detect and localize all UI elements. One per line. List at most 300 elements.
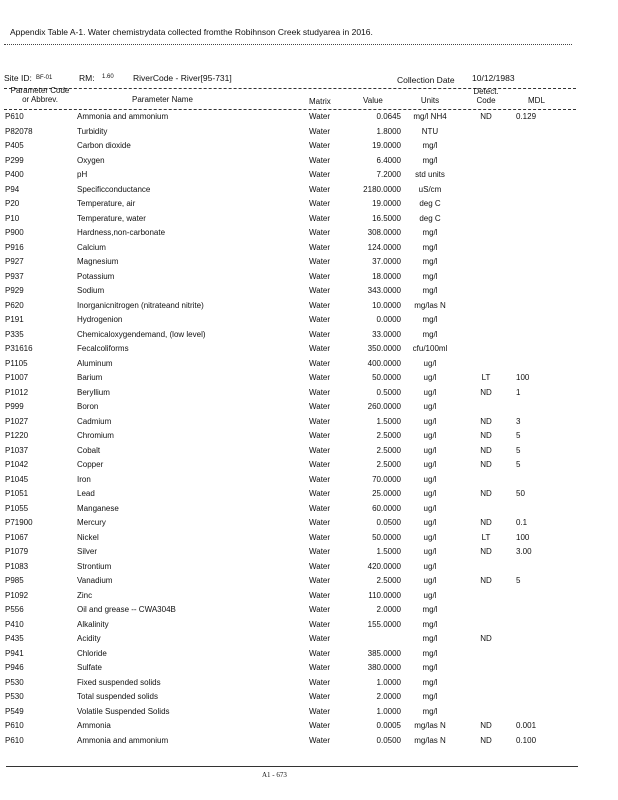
param-name-cell: Calcium xyxy=(77,242,106,252)
units-cell: ug/l xyxy=(423,431,437,440)
param-code-cell: P985 xyxy=(5,576,24,585)
matrix-cell: Water xyxy=(309,474,331,484)
param-name-cell: Chemicaloxygendemand, (low level) xyxy=(77,329,206,339)
value-cell: 400.0000 xyxy=(367,358,401,368)
param-name-cell: Inorganicnitrogen (nitrateand nitrite) xyxy=(77,300,204,310)
param-name-cell: Silver xyxy=(77,547,98,556)
title-divider xyxy=(4,44,572,45)
detect-code-cell: ND xyxy=(480,431,492,440)
param-code-cell: P1045 xyxy=(5,474,29,484)
matrix-cell: Water xyxy=(309,170,331,179)
units-cell: deg C xyxy=(419,199,441,208)
collection-date-label: Collection Date xyxy=(397,75,455,85)
mdl-cell: 5 xyxy=(516,576,521,585)
table-row xyxy=(0,284,618,299)
param-code-cell: P1051 xyxy=(5,489,29,498)
table-row xyxy=(0,415,618,430)
value-cell: 19.0000 xyxy=(372,199,401,208)
header-detect-line2: Code xyxy=(476,96,496,105)
param-code-cell: P999 xyxy=(5,402,24,411)
units-cell: mg/l xyxy=(422,706,438,716)
matrix-cell: Water xyxy=(309,286,331,295)
param-name-cell: Fecalcoliforms xyxy=(77,344,129,353)
table-row xyxy=(0,705,618,720)
detect-code-cell: ND xyxy=(480,112,492,121)
units-cell: mg/las N xyxy=(414,735,446,745)
value-cell: 343.0000 xyxy=(367,286,401,295)
detect-code-cell: ND xyxy=(480,634,492,643)
header-value: Value xyxy=(363,96,383,105)
units-cell: ug/l xyxy=(423,532,437,542)
param-name-cell: Ammonia and ammonium xyxy=(77,112,169,121)
param-name-cell: Vanadium xyxy=(77,576,113,585)
table-row xyxy=(0,661,618,676)
param-name-cell: Specificconductance xyxy=(77,184,151,194)
units-cell: mg/l xyxy=(422,228,438,237)
param-code-cell: P530 xyxy=(5,677,24,687)
header-detect-code xyxy=(472,87,500,105)
matrix-cell: Water xyxy=(309,228,331,237)
table-row xyxy=(0,342,618,357)
detect-code-cell: ND xyxy=(480,460,492,469)
units-cell: ug/l xyxy=(423,474,437,484)
units-cell: mg/las N xyxy=(414,721,446,730)
units-cell: ug/l xyxy=(423,460,437,469)
param-code-cell: P941 xyxy=(5,648,24,658)
matrix-cell: Water xyxy=(309,329,331,339)
table-row xyxy=(0,603,618,618)
rm-value: 1.60 xyxy=(102,74,114,80)
value-cell: 1.0000 xyxy=(376,706,401,716)
table-row xyxy=(0,197,618,212)
header-mdl: MDL xyxy=(528,96,545,105)
table-row xyxy=(0,589,618,604)
matrix-cell: Water xyxy=(309,184,331,194)
rm-label: RM: xyxy=(79,73,95,83)
detect-code-cell: ND xyxy=(480,721,492,730)
matrix-cell: Water xyxy=(309,532,331,542)
value-cell: 380.0000 xyxy=(367,663,401,672)
value-cell: 2.0000 xyxy=(376,692,401,701)
matrix-cell: Water xyxy=(309,373,331,382)
matrix-cell: Water xyxy=(309,126,331,136)
param-code-cell: P1083 xyxy=(5,561,29,571)
param-code-cell: P1220 xyxy=(5,431,29,440)
matrix-cell: Water xyxy=(309,547,331,556)
matrix-cell: Water xyxy=(309,619,331,629)
units-cell: mg/l xyxy=(422,634,438,643)
param-code-cell: P1105 xyxy=(5,358,28,368)
param-name-cell: Boron xyxy=(77,402,99,411)
param-code-cell: P937 xyxy=(5,271,24,281)
matrix-cell: Water xyxy=(309,634,331,643)
param-code-cell: P20 xyxy=(5,199,20,208)
table-row xyxy=(0,139,618,154)
detect-code-cell: ND xyxy=(480,576,492,585)
matrix-cell: Water xyxy=(309,561,331,571)
table-row xyxy=(0,168,618,183)
matrix-cell: Water xyxy=(309,257,331,266)
param-name-cell: Fixed suspended solids xyxy=(77,677,161,687)
value-cell: 16.5000 xyxy=(372,213,401,223)
mdl-cell: 5 xyxy=(516,445,521,455)
matrix-cell: Water xyxy=(309,706,331,716)
value-cell: 2180.0000 xyxy=(363,184,401,194)
value-cell: 18.0000 xyxy=(372,271,401,281)
units-cell: mg/l xyxy=(422,271,438,281)
param-name-cell: Barium xyxy=(77,373,103,382)
units-cell: ug/l xyxy=(423,503,437,513)
param-name-cell: Oil and grease -- CWA304B xyxy=(77,605,176,614)
table-row xyxy=(0,444,618,459)
units-cell: NTU xyxy=(421,126,439,136)
value-cell: 25.0000 xyxy=(372,489,401,498)
param-code-cell: P927 xyxy=(5,257,24,266)
matrix-cell: Water xyxy=(309,663,331,672)
units-cell: ug/l xyxy=(423,489,437,498)
table-row xyxy=(0,328,618,343)
matrix-cell: Water xyxy=(309,576,331,585)
matrix-cell: Water xyxy=(309,402,331,411)
param-name-cell: Beryllium xyxy=(77,387,110,397)
table-row xyxy=(0,487,618,502)
value-cell: 308.0000 xyxy=(367,228,401,237)
table-row xyxy=(0,183,618,198)
value-cell: 2.0000 xyxy=(376,605,401,614)
table-row xyxy=(0,110,618,125)
units-cell: mg/l xyxy=(422,286,438,295)
value-cell: 2.5000 xyxy=(376,576,401,585)
mdl-cell: 0.1 xyxy=(516,518,528,527)
matrix-cell: Water xyxy=(309,112,331,121)
matrix-cell: Water xyxy=(309,648,331,658)
param-name-cell: Sulfate xyxy=(77,663,102,672)
mdl-cell: 1 xyxy=(516,387,521,397)
param-name-cell: Potassium xyxy=(77,271,115,281)
site-info-row xyxy=(0,73,618,85)
units-cell: ug/l xyxy=(423,590,437,600)
units-cell: ug/l xyxy=(423,576,437,585)
value-cell: 50.0000 xyxy=(372,373,401,382)
value-cell: 0.5000 xyxy=(376,387,401,397)
value-cell: 2.5000 xyxy=(376,460,401,469)
mdl-cell: 0.129 xyxy=(516,112,537,121)
param-code-cell: P530 xyxy=(5,692,24,701)
table-row xyxy=(0,458,618,473)
matrix-cell: Water xyxy=(309,315,331,324)
param-code-cell: P610 xyxy=(5,735,24,745)
param-code-cell: P1042 xyxy=(5,460,29,469)
units-cell: ug/l xyxy=(423,518,437,527)
mdl-cell: 100 xyxy=(516,373,530,382)
table-row xyxy=(0,299,618,314)
mdl-cell: 50 xyxy=(516,489,525,498)
value-cell: 2.5000 xyxy=(376,431,401,440)
param-name-cell: Lead xyxy=(77,489,95,498)
table-row xyxy=(0,125,618,140)
site-id-label: Site ID: xyxy=(4,73,32,83)
value-cell: 110.0000 xyxy=(368,590,401,600)
table-row xyxy=(0,690,618,705)
param-code-cell: P1007 xyxy=(5,373,29,382)
units-cell: ug/l xyxy=(423,387,437,397)
units-cell: mg/l xyxy=(422,141,438,150)
river-code: RiverCode - River[95-731] xyxy=(133,73,232,83)
table-row xyxy=(0,386,618,401)
detect-code-cell: LT xyxy=(481,532,491,542)
detect-code-cell: ND xyxy=(480,735,492,745)
param-code-cell: P620 xyxy=(5,300,24,310)
param-name-cell: Cadmium xyxy=(77,416,112,426)
param-code-cell: P1012 xyxy=(5,387,29,397)
param-name-cell: Carbon dioxide xyxy=(77,141,131,150)
mdl-cell: 100 xyxy=(516,532,530,542)
param-code-cell: P1067 xyxy=(5,532,29,542)
table-row xyxy=(0,618,618,633)
matrix-cell: Water xyxy=(309,489,331,498)
matrix-cell: Water xyxy=(309,416,331,426)
value-cell: 60.0000 xyxy=(372,503,401,513)
value-cell: 385.0000 xyxy=(367,648,401,658)
value-cell: 19.0000 xyxy=(372,141,401,150)
table-row xyxy=(0,531,618,546)
value-cell: 2.5000 xyxy=(376,445,401,455)
units-cell: ug/l xyxy=(423,416,437,426)
table-row xyxy=(0,429,618,444)
units-cell: mg/l xyxy=(422,329,438,339)
value-cell: 260.0000 xyxy=(367,402,401,411)
matrix-cell: Water xyxy=(309,300,331,310)
matrix-cell: Water xyxy=(309,721,331,730)
matrix-cell: Water xyxy=(309,242,331,252)
param-name-cell: Iron xyxy=(77,474,91,484)
table-row xyxy=(0,734,618,749)
value-cell: 1.8000 xyxy=(376,126,401,136)
data-table-body xyxy=(0,110,618,748)
param-code-cell: P556 xyxy=(5,605,24,614)
detect-code-cell: ND xyxy=(480,387,492,397)
header-param-code-line2: or Abbrev. xyxy=(22,95,58,104)
param-name-cell: Magnesium xyxy=(77,257,119,266)
value-cell: 0.0500 xyxy=(376,735,401,745)
table-row xyxy=(0,502,618,517)
param-code-cell: P82078 xyxy=(5,126,33,136)
detect-code-cell: ND xyxy=(480,547,492,556)
param-name-cell: Acidity xyxy=(77,634,101,643)
param-code-cell: P405 xyxy=(5,141,24,150)
value-cell: 124.0000 xyxy=(367,242,401,252)
table-row xyxy=(0,545,618,560)
param-name-cell: Volatile Suspended Solids xyxy=(77,706,170,716)
param-name-cell: pH xyxy=(77,170,88,179)
param-code-cell: P916 xyxy=(5,242,24,252)
table-row xyxy=(0,632,618,647)
units-cell: mg/l xyxy=(422,648,438,658)
header-param-name: Parameter Name xyxy=(132,95,193,104)
matrix-cell: Water xyxy=(309,460,331,469)
param-name-cell: Hydrogenion xyxy=(77,315,123,324)
value-cell: 0.0000 xyxy=(376,315,401,324)
value-cell: 0.0005 xyxy=(376,721,401,730)
table-row xyxy=(0,676,618,691)
matrix-cell: Water xyxy=(309,358,331,368)
param-name-cell: Cobalt xyxy=(77,445,101,455)
table-row xyxy=(0,719,618,734)
header-detect-line1: Detect. xyxy=(473,87,499,96)
matrix-cell: Water xyxy=(309,344,331,353)
matrix-cell: Water xyxy=(309,735,331,745)
header-param-code xyxy=(5,86,75,104)
matrix-cell: Water xyxy=(309,503,331,513)
units-cell: mg/l xyxy=(422,605,438,614)
param-name-cell: Nickel xyxy=(77,532,99,542)
matrix-cell: Water xyxy=(309,199,331,208)
value-cell: 7.2000 xyxy=(376,170,401,179)
header-matrix: Matrix xyxy=(309,97,331,106)
param-code-cell: P94 xyxy=(5,184,20,194)
units-cell: std units xyxy=(415,170,445,179)
value-cell: 420.0000 xyxy=(367,561,401,571)
param-name-cell: Ammonia xyxy=(77,721,111,730)
units-cell: ug/l xyxy=(423,373,437,382)
mdl-cell: 0.100 xyxy=(516,735,537,745)
footer-divider xyxy=(6,766,578,767)
param-name-cell: Sodium xyxy=(77,286,105,295)
table-row xyxy=(0,574,618,589)
matrix-cell: Water xyxy=(309,677,331,687)
units-cell: mg/l xyxy=(422,692,438,701)
matrix-cell: Water xyxy=(309,590,331,600)
detect-code-cell: ND xyxy=(480,489,492,498)
detect-code-cell: LT xyxy=(481,373,491,382)
param-code-cell: P610 xyxy=(5,112,24,121)
mdl-cell: 5 xyxy=(516,431,521,440)
matrix-cell: Water xyxy=(309,445,331,455)
table-row xyxy=(0,270,618,285)
table-row xyxy=(0,647,618,662)
mdl-cell: 5 xyxy=(516,460,521,469)
matrix-cell: Water xyxy=(309,605,331,614)
value-cell: 350.0000 xyxy=(367,344,401,353)
matrix-cell: Water xyxy=(309,431,331,440)
value-cell: 1.5000 xyxy=(376,547,401,556)
table-row xyxy=(0,255,618,270)
header-units: Units xyxy=(420,96,440,105)
units-cell: mg/l xyxy=(422,677,438,687)
param-code-cell: P435 xyxy=(5,634,24,643)
units-cell: ug/l xyxy=(423,358,437,368)
table-row xyxy=(0,400,618,415)
param-name-cell: Aluminum xyxy=(77,358,113,368)
param-code-cell: P71900 xyxy=(5,518,33,527)
param-code-cell: P929 xyxy=(5,286,24,295)
units-cell: mg/l xyxy=(422,257,438,266)
table-row xyxy=(0,516,618,531)
table-row xyxy=(0,154,618,169)
param-code-cell: P410 xyxy=(5,619,24,629)
param-name-cell: Hardness,non-carbonate xyxy=(77,228,166,237)
table-row xyxy=(0,241,618,256)
value-cell: 37.0000 xyxy=(372,257,401,266)
param-name-cell: Zinc xyxy=(77,590,93,600)
matrix-cell: Water xyxy=(309,271,331,281)
param-name-cell: Oxygen xyxy=(77,155,105,165)
units-cell: ug/l xyxy=(423,402,437,411)
units-cell: ug/l xyxy=(423,561,437,571)
site-id-value: BF-01 xyxy=(36,75,53,81)
param-code-cell: P946 xyxy=(5,663,24,672)
param-code-cell: P10 xyxy=(5,213,20,223)
param-code-cell: P1092 xyxy=(5,590,29,600)
table-row xyxy=(0,473,618,488)
param-name-cell: Manganese xyxy=(77,503,119,513)
table-row xyxy=(0,371,618,386)
matrix-cell: Water xyxy=(309,213,331,223)
detect-code-cell: ND xyxy=(480,416,492,426)
value-cell: 70.0000 xyxy=(372,474,401,484)
mdl-cell: 0.001 xyxy=(516,721,537,730)
matrix-cell: Water xyxy=(309,141,331,150)
table-title: Appendix Table A-1. Water chemistrydata collected fromthe Robihnson Creek studyarea in 2016. xyxy=(10,27,373,37)
page-number: A1 - 673 xyxy=(262,771,287,779)
param-name-cell: Ammonia and ammonium xyxy=(77,735,169,745)
param-code-cell: P1027 xyxy=(5,416,29,426)
value-cell: 1.5000 xyxy=(376,416,401,426)
units-cell: mg/l xyxy=(422,619,438,629)
mdl-cell: 3 xyxy=(516,416,521,426)
param-code-cell: P31616 xyxy=(5,344,33,353)
collection-date-value: 10/12/1983 xyxy=(472,73,515,83)
units-cell: mg/las N xyxy=(414,300,446,310)
param-name-cell: Copper xyxy=(77,460,104,469)
matrix-cell: Water xyxy=(309,155,331,165)
value-cell: 155.0000 xyxy=(367,619,401,629)
param-code-cell: P610 xyxy=(5,721,24,730)
units-cell: mg/l NH4 xyxy=(413,112,447,121)
param-code-cell: P900 xyxy=(5,228,24,237)
param-code-cell: P1037 xyxy=(5,445,29,455)
table-row xyxy=(0,560,618,575)
param-code-cell: P1079 xyxy=(5,547,29,556)
table-row xyxy=(0,313,618,328)
param-name-cell: Turbidity xyxy=(77,126,108,136)
param-code-cell: P1055 xyxy=(5,503,29,513)
detect-code-cell: ND xyxy=(480,445,492,455)
value-cell: 6.4000 xyxy=(376,155,401,165)
value-cell: 0.0645 xyxy=(376,112,401,121)
table-row xyxy=(0,226,618,241)
units-cell: mg/l xyxy=(422,242,438,252)
param-name-cell: Temperature, air xyxy=(77,199,136,208)
matrix-cell: Water xyxy=(309,518,331,527)
value-cell: 0.0500 xyxy=(376,518,401,527)
mdl-cell: 3.00 xyxy=(516,547,532,556)
value-cell: 1.0000 xyxy=(376,677,401,687)
detect-code-cell: ND xyxy=(480,518,492,527)
value-cell: 50.0000 xyxy=(372,532,401,542)
units-cell: uS/cm xyxy=(418,184,442,194)
param-name-cell: Alkalinity xyxy=(77,619,109,629)
value-cell: 33.0000 xyxy=(372,329,401,339)
header-param-code-line1: Parameter Code xyxy=(10,86,70,95)
matrix-cell: Water xyxy=(309,692,331,701)
param-name-cell: Chromium xyxy=(77,431,114,440)
units-cell: deg C xyxy=(419,213,441,223)
param-name-cell: Temperature, water xyxy=(77,213,146,223)
param-code-cell: P191 xyxy=(5,315,24,324)
value-cell: 10.0000 xyxy=(372,300,401,310)
matrix-cell: Water xyxy=(309,387,331,397)
